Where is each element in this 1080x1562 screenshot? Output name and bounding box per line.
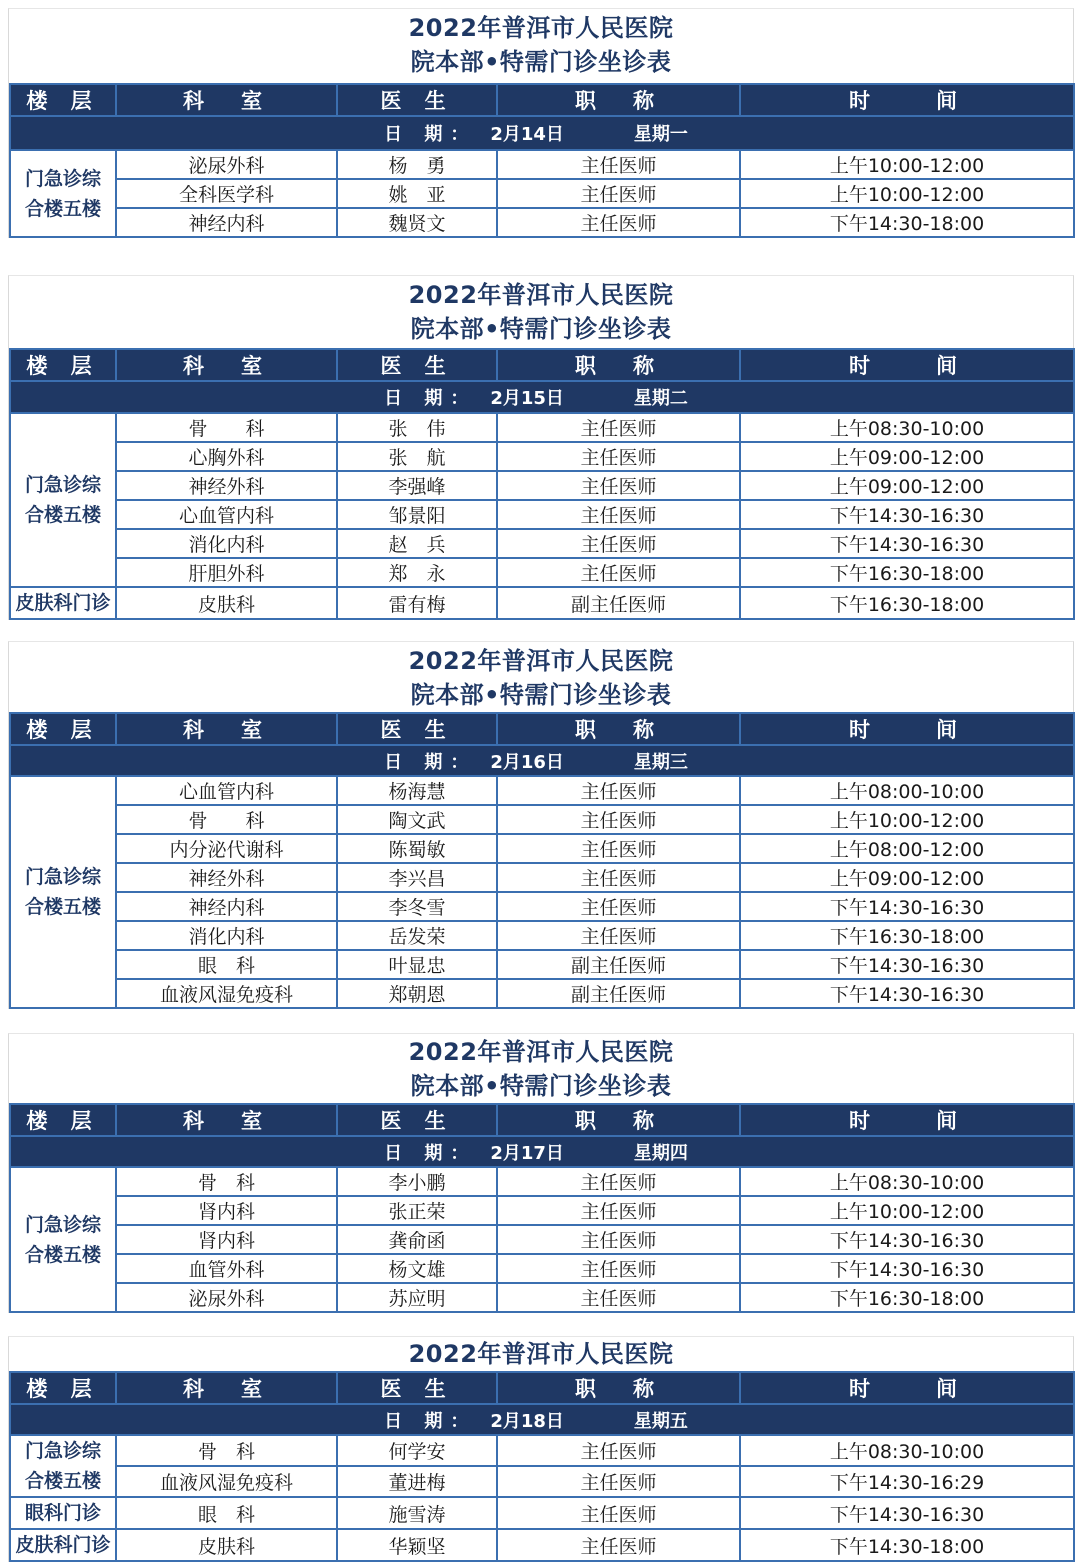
department-cell: 内分泌代谢科 <box>116 834 337 863</box>
doctor-cell: 雷有梅 <box>337 587 497 619</box>
col-header-title: 职 称 <box>497 1372 740 1404</box>
date-label: 日 期： <box>384 1410 477 1432</box>
doctor-cell: 杨文雄 <box>337 1254 497 1283</box>
department-cell: 泌尿外科 <box>116 150 337 179</box>
date-label: 日 期： <box>384 388 477 409</box>
department-cell: 神经内科 <box>116 892 337 921</box>
col-header-time: 时 间 <box>740 713 1074 745</box>
table-row <box>10 979 1074 1008</box>
col-header-title: 职 称 <box>497 713 740 745</box>
floor-cell: 皮肤科门诊 <box>10 587 116 619</box>
table-row <box>10 950 1074 979</box>
time-cell: 下午14:30-16:29 <box>740 1466 1074 1497</box>
time-cell: 上午08:30-10:00 <box>740 413 1074 442</box>
col-header-department: 科 室 <box>116 1104 337 1136</box>
table-row <box>10 1283 1074 1312</box>
table-row <box>10 529 1074 558</box>
title-cell: 主任医师 <box>497 776 740 805</box>
doctor-cell: 邹景阳 <box>337 500 497 529</box>
department-cell: 皮肤科 <box>116 587 337 619</box>
col-header-doctor: 医 生 <box>337 1372 497 1404</box>
department-cell: 眼 科 <box>116 950 337 979</box>
department-cell: 消化内科 <box>116 921 337 950</box>
floor-cell: 门急诊综 合楼五楼 <box>10 1167 116 1312</box>
doctor-cell: 陶文武 <box>337 805 497 834</box>
floor-cell: 门急诊综 合楼五楼 <box>10 150 116 237</box>
date-bar <box>10 1136 1074 1167</box>
hospital-title: 2022年普洱市人民医院 <box>408 1340 674 1368</box>
floor-cell: 门急诊综 合楼五楼 <box>10 1435 116 1497</box>
doctor-cell: 李兴昌 <box>337 863 497 892</box>
title-cell: 主任医师 <box>497 805 740 834</box>
title-cell: 主任医师 <box>497 471 740 500</box>
hospital-title: 2022年普洱市人民医院 <box>408 14 674 42</box>
hospital-title: 2022年普洱市人民医院 <box>408 281 674 309</box>
table-row <box>10 558 1074 587</box>
time-cell: 上午08:30-10:00 <box>740 1167 1074 1196</box>
schedule-sheet-feb14 <box>8 8 1074 238</box>
schedule-subtitle: 院本部•特需门诊坐诊表 <box>410 48 672 76</box>
floor-cell: 皮肤科门诊 <box>10 1529 116 1561</box>
col-header-doctor: 医 生 <box>337 713 497 745</box>
department-cell: 神经外科 <box>116 863 337 892</box>
schedule-table <box>9 1103 1075 1313</box>
col-header-title: 职 称 <box>497 84 740 116</box>
time-cell: 上午08:00-10:00 <box>740 776 1074 805</box>
date-label: 日 期： <box>384 751 477 773</box>
title-cell: 主任医师 <box>497 1283 740 1312</box>
time-cell: 上午10:00-12:00 <box>740 179 1074 208</box>
department-cell: 骨 科 <box>116 1435 337 1466</box>
table-row <box>10 442 1074 471</box>
doctor-cell: 陈蜀敏 <box>337 834 497 863</box>
time-cell: 下午14:30-16:30 <box>740 1225 1074 1254</box>
doctor-cell: 何学安 <box>337 1435 497 1466</box>
time-cell: 下午14:30-16:30 <box>740 1254 1074 1283</box>
table-row <box>10 1435 1074 1466</box>
department-cell: 消化内科 <box>116 529 337 558</box>
doctor-cell: 董进梅 <box>337 1466 497 1497</box>
table-row <box>10 805 1074 834</box>
time-cell: 下午14:30-16:30 <box>740 950 1074 979</box>
department-cell: 神经内科 <box>116 208 337 237</box>
time-cell: 下午16:30-18:00 <box>740 1283 1074 1312</box>
title-cell: 主任医师 <box>497 500 740 529</box>
title-cell: 主任医师 <box>497 442 740 471</box>
time-cell: 上午10:00-12:00 <box>740 1196 1074 1225</box>
table-row <box>10 1225 1074 1254</box>
date-value: 2月15日 <box>490 388 564 409</box>
col-header-floor: 楼 层 <box>10 713 116 745</box>
title-cell: 主任医师 <box>497 1466 740 1497</box>
time-cell: 上午09:00-12:00 <box>740 442 1074 471</box>
title-cell: 主任医师 <box>497 208 740 237</box>
department-cell: 心胸外科 <box>116 442 337 471</box>
title-cell: 主任医师 <box>497 1529 740 1561</box>
table-row <box>10 1497 1074 1529</box>
doctor-cell: 李强峰 <box>337 471 497 500</box>
table-row <box>10 471 1074 500</box>
department-cell: 皮肤科 <box>116 1529 337 1561</box>
hospital-title: 2022年普洱市人民医院 <box>408 1038 674 1066</box>
department-cell: 肾内科 <box>116 1225 337 1254</box>
schedule-subtitle: 院本部•特需门诊坐诊表 <box>410 1072 672 1100</box>
time-cell: 上午10:00-12:00 <box>740 150 1074 179</box>
doctor-cell: 张 伟 <box>337 413 497 442</box>
time-cell: 上午09:00-12:00 <box>740 863 1074 892</box>
col-header-floor: 楼 层 <box>10 1372 116 1404</box>
schedule-sheet-feb17 <box>8 1033 1074 1313</box>
schedule-subtitle: 院本部•特需门诊坐诊表 <box>410 315 672 343</box>
doctor-cell: 华颖坚 <box>337 1529 497 1561</box>
table-row <box>10 892 1074 921</box>
doctor-cell: 苏应明 <box>337 1283 497 1312</box>
doctor-cell: 李小鹏 <box>337 1167 497 1196</box>
floor-cell: 门急诊综 合楼五楼 <box>10 413 116 587</box>
title-cell: 主任医师 <box>497 1435 740 1466</box>
department-cell: 骨 科 <box>116 413 337 442</box>
col-header-floor: 楼 层 <box>10 1104 116 1136</box>
doctor-cell: 杨 勇 <box>337 150 497 179</box>
department-cell: 心血管内科 <box>116 500 337 529</box>
date-bar <box>10 745 1074 776</box>
date-value: 2月14日 <box>490 124 564 145</box>
date-label: 日 期： <box>384 1142 477 1164</box>
department-cell: 肾内科 <box>116 1196 337 1225</box>
col-header-floor: 楼 层 <box>10 349 116 381</box>
col-header-title: 职 称 <box>497 1104 740 1136</box>
time-cell: 下午14:30-16:30 <box>740 500 1074 529</box>
time-cell: 下午14:30-18:00 <box>740 208 1074 237</box>
date-bar <box>10 381 1074 413</box>
time-cell: 上午08:30-10:00 <box>740 1435 1074 1466</box>
date-bar <box>10 116 1074 150</box>
time-cell: 下午16:30-18:00 <box>740 558 1074 587</box>
schedule-sheet-feb16 <box>8 641 1074 1009</box>
department-cell: 血液风湿免疫科 <box>116 1466 337 1497</box>
col-header-title: 职 称 <box>497 349 740 381</box>
floor-cell: 眼科门诊 <box>10 1497 116 1529</box>
doctor-cell: 岳发荣 <box>337 921 497 950</box>
time-cell: 下午14:30-16:30 <box>740 1497 1074 1529</box>
department-cell: 骨 科 <box>116 1167 337 1196</box>
col-header-department: 科 室 <box>116 1372 337 1404</box>
table-row <box>10 1529 1074 1561</box>
floor-cell: 门急诊综 合楼五楼 <box>10 776 116 1008</box>
date-value: 2月16日 <box>490 751 564 773</box>
col-header-time: 时 间 <box>740 349 1074 381</box>
doctor-cell: 李冬雪 <box>337 892 497 921</box>
department-cell: 血液风湿免疫科 <box>116 979 337 1008</box>
department-cell: 眼 科 <box>116 1497 337 1529</box>
title-cell: 主任医师 <box>497 413 740 442</box>
doctor-cell: 姚 亚 <box>337 179 497 208</box>
doctor-cell: 郑 永 <box>337 558 497 587</box>
department-cell: 血管外科 <box>116 1254 337 1283</box>
table-row <box>10 1466 1074 1497</box>
title-cell: 副主任医师 <box>497 979 740 1008</box>
time-cell: 下午14:30-16:30 <box>740 892 1074 921</box>
title-cell: 主任医师 <box>497 1196 740 1225</box>
doctor-cell: 赵 兵 <box>337 529 497 558</box>
title-cell: 副主任医师 <box>497 587 740 619</box>
doctor-cell: 郑朝恩 <box>337 979 497 1008</box>
doctor-cell: 龚俞函 <box>337 1225 497 1254</box>
doctor-cell: 张正荣 <box>337 1196 497 1225</box>
col-header-time: 时 间 <box>740 84 1074 116</box>
table-row <box>10 208 1074 237</box>
doctor-cell: 杨海慧 <box>337 776 497 805</box>
time-cell: 上午08:00-12:00 <box>740 834 1074 863</box>
col-header-doctor: 医 生 <box>337 349 497 381</box>
department-cell: 心血管内科 <box>116 776 337 805</box>
title-cell: 主任医师 <box>497 558 740 587</box>
date-value: 2月17日 <box>490 1142 564 1164</box>
col-header-time: 时 间 <box>740 1372 1074 1404</box>
title-cell: 主任医师 <box>497 1254 740 1283</box>
schedule-sheet-feb18 <box>8 1336 1074 1562</box>
title-cell: 主任医师 <box>497 892 740 921</box>
schedule-subtitle: 院本部•特需门诊坐诊表 <box>410 681 672 709</box>
col-header-doctor: 医 生 <box>337 84 497 116</box>
schedule-table <box>9 1371 1075 1562</box>
col-header-department: 科 室 <box>116 713 337 745</box>
weekday: 星期三 <box>633 751 688 773</box>
title-cell: 副主任医师 <box>497 950 740 979</box>
hospital-title: 2022年普洱市人民医院 <box>408 647 674 675</box>
time-cell: 上午10:00-12:00 <box>740 805 1074 834</box>
date-value: 2月18日 <box>490 1410 564 1432</box>
doctor-cell: 施雪涛 <box>337 1497 497 1529</box>
time-cell: 下午16:30-18:00 <box>740 921 1074 950</box>
weekday: 星期五 <box>633 1410 688 1432</box>
date-label: 日 期： <box>384 124 477 145</box>
department-cell: 肝胆外科 <box>116 558 337 587</box>
doctor-cell: 魏贤文 <box>337 208 497 237</box>
table-row <box>10 834 1074 863</box>
time-cell: 下午14:30-16:30 <box>740 529 1074 558</box>
table-row <box>10 150 1074 179</box>
col-header-department: 科 室 <box>116 84 337 116</box>
department-cell: 骨 科 <box>116 805 337 834</box>
table-row <box>10 776 1074 805</box>
table-row <box>10 413 1074 442</box>
schedule-table <box>9 348 1075 620</box>
time-cell: 下午16:30-18:00 <box>740 587 1074 619</box>
schedule-sheet-feb15 <box>8 275 1074 620</box>
col-header-floor: 楼 层 <box>10 84 116 116</box>
title-cell: 主任医师 <box>497 921 740 950</box>
weekday: 星期四 <box>633 1142 688 1164</box>
title-cell: 主任医师 <box>497 834 740 863</box>
time-cell: 下午14:30-16:30 <box>740 979 1074 1008</box>
schedule-table <box>9 83 1075 238</box>
time-cell: 下午14:30-18:00 <box>740 1529 1074 1561</box>
table-row <box>10 500 1074 529</box>
title-cell: 主任医师 <box>497 179 740 208</box>
col-header-department: 科 室 <box>116 349 337 381</box>
weekday: 星期一 <box>633 124 688 145</box>
table-row <box>10 1167 1074 1196</box>
table-row <box>10 921 1074 950</box>
department-cell: 泌尿外科 <box>116 1283 337 1312</box>
title-cell: 主任医师 <box>497 150 740 179</box>
time-cell: 上午09:00-12:00 <box>740 471 1074 500</box>
doctor-cell: 叶显忠 <box>337 950 497 979</box>
table-row <box>10 1254 1074 1283</box>
title-cell: 主任医师 <box>497 1167 740 1196</box>
table-row <box>10 863 1074 892</box>
table-row <box>10 1196 1074 1225</box>
weekday: 星期二 <box>633 388 688 409</box>
col-header-time: 时 间 <box>740 1104 1074 1136</box>
title-cell: 主任医师 <box>497 863 740 892</box>
table-row <box>10 587 1074 619</box>
col-header-doctor: 医 生 <box>337 1104 497 1136</box>
table-row <box>10 179 1074 208</box>
title-cell: 主任医师 <box>497 1225 740 1254</box>
department-cell: 全科医学科 <box>116 179 337 208</box>
schedule-table <box>9 712 1075 1009</box>
doctor-cell: 张 航 <box>337 442 497 471</box>
title-cell: 主任医师 <box>497 529 740 558</box>
date-bar <box>10 1404 1074 1435</box>
title-cell: 主任医师 <box>497 1497 740 1529</box>
department-cell: 神经外科 <box>116 471 337 500</box>
